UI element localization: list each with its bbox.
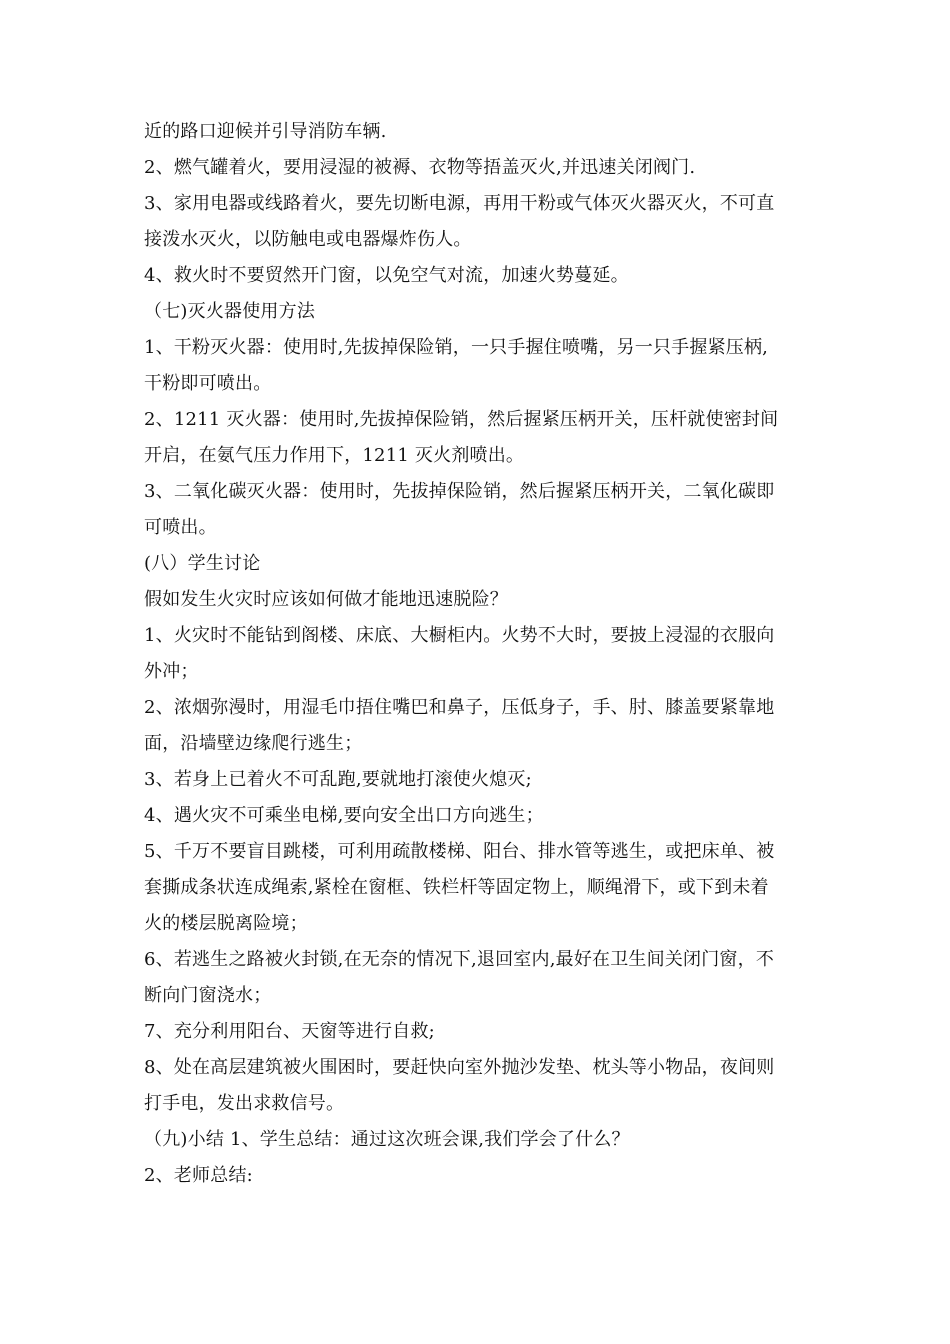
- text-line: 开启，在氨气压力作用下，1211 灭火剂喷出。: [144, 445, 525, 466]
- section-heading: （七)灭火器使用方法: [144, 301, 316, 322]
- text-line: 1、火灾时不能钻到阁楼、床底、大橱柜内。火势不大时，要披上浸湿的衣服向: [144, 625, 775, 646]
- text-line: 8、处在高层建筑被火围困时，要赶快向室外抛沙发垫、枕头等小物品，夜间则: [144, 1057, 775, 1078]
- text-line: 3、二氧化碳灭火器：使用时，先拔掉保险销，然后握紧压柄开关，二氧化碳即: [144, 481, 775, 502]
- text-line: 6、若逃生之路被火封锁,在无奈的情况下,退回室内,最好在卫生间关闭门窗，不: [144, 949, 775, 970]
- text-line: 面，沿墙壁边缘爬行逃生；: [144, 733, 363, 754]
- text-line: 干粉即可喷出。: [144, 373, 272, 394]
- text-line: 3、若身上已着火不可乱跑,要就地打滚使火熄灭;: [144, 769, 532, 790]
- text-line: 打手电，发出求救信号。: [144, 1093, 345, 1114]
- text-line: 断向门窗浇水；: [144, 985, 272, 1006]
- section-heading: （九)小结 1、学生总结：通过这次班会课,我们学会了什么？: [144, 1129, 630, 1150]
- text-line: 2、老师总结:: [144, 1165, 253, 1186]
- text-line: 5、千万不要盲目跳楼，可利用疏散楼梯、阳台、排水管等逃生，或把床单、被: [144, 841, 775, 862]
- text-line: 2、浓烟弥漫时，用湿毛巾捂住嘴巴和鼻子，压低身子，手、肘、膝盖要紧靠地: [144, 697, 775, 718]
- text-line: 1、干粉灭火器：使用时,先拔掉保险销，一只手握住喷嘴，另一只手握紧压柄,: [144, 337, 769, 358]
- text-line: 假如发生火灾时应该如何做才能地迅速脱险？: [144, 589, 508, 610]
- document-body: [144, 114, 809, 1194]
- text-line: 3、家用电器或线路着火，要先切断电源，再用干粉或气体灭火器灭火，不可直: [144, 193, 775, 214]
- text-line: 火的楼层脱离险境；: [144, 913, 308, 934]
- text-line: 7、充分利用阳台、天窗等进行自救;: [144, 1021, 435, 1042]
- text-line: 接泼水灭火，以防触电或电器爆炸伤人。: [144, 229, 472, 250]
- text-line: 4、遇火灾不可乘坐电梯,要向安全出口方向逃生；: [144, 805, 544, 826]
- text-line: 2、1211 灭火器：使用时,先拔掉保险销，然后握紧压柄开关，压杆就使密封间: [144, 409, 779, 430]
- text-line: 4、救火时不要贸然开门窗，以免空气对流，加速火势蔓延。: [144, 265, 629, 286]
- text-line: 套撕成条状连成绳索,紧栓在窗框、铁栏杆等固定物上，顺绳滑下，或下到未着: [144, 877, 769, 898]
- text-line: 近的路口迎候并引导消防车辆.: [144, 121, 387, 142]
- text-line: 外冲；: [144, 661, 199, 682]
- section-heading: (八）学生讨论: [144, 553, 261, 574]
- text-line: 可喷出。: [144, 517, 217, 538]
- text-line: 2、燃气罐着火，要用浸湿的被褥、衣物等捂盖灭火,并迅速关闭阀门.: [144, 157, 696, 178]
